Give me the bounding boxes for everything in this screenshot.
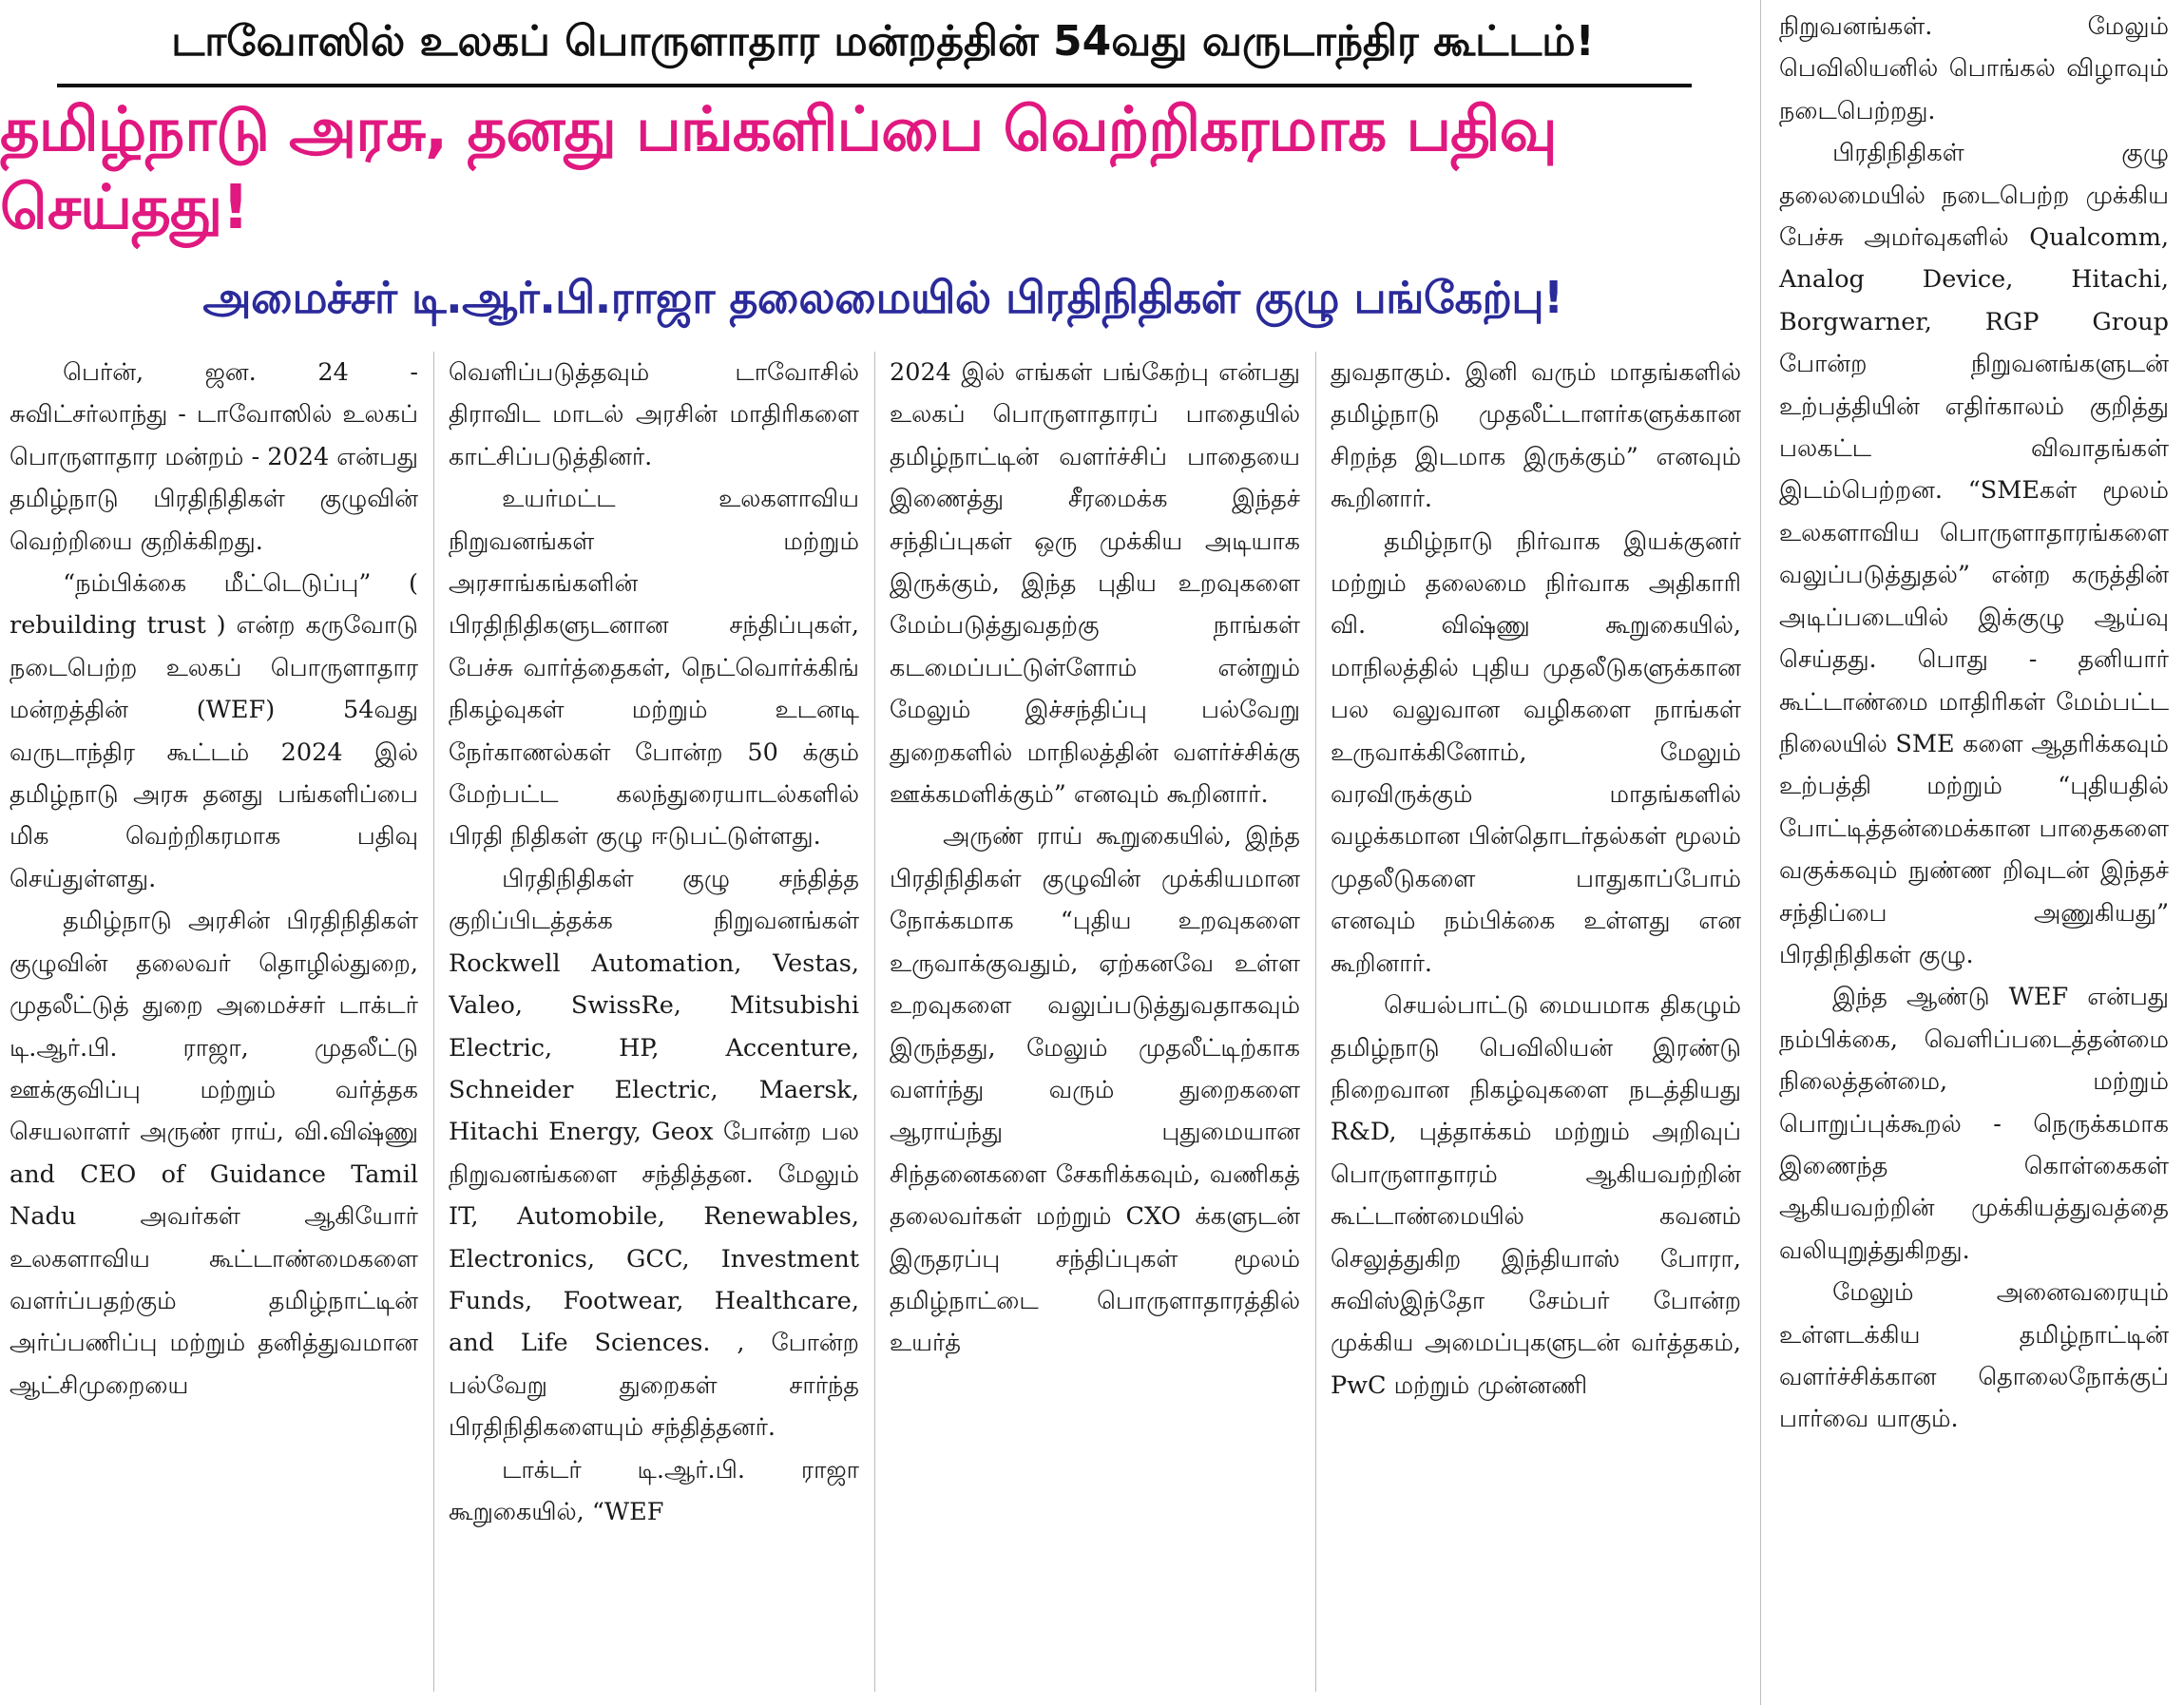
paragraph: மேலும் அனைவரையும் உள்ளடக்கிய தமிழ்நாட்டின் வளர்ச்சிக்கான தொலைநோக்குப் பார்வை யாகும். bbox=[1779, 1278, 2169, 1434]
article-column-5 bbox=[1766, 0, 2184, 1705]
article-column-3 bbox=[890, 352, 1300, 1701]
column-divider bbox=[433, 352, 434, 1692]
paragraph: அருண் ராய் கூறுகையில், இந்த பிரதிநிதிகள் குழுவின் முக்கியமான நோக்கமாக “புதிய உறவுகளை உருவாக்குவதும், ஏற்கனவே உள்ள உறவுகளை வலுப்படுத்துவதாகவும் இருந்தது, மேலும் முதலீட்டிற்காக வளர்ந்து வரும் துறைகளை ஆராய்ந்து புதுமையான சிந்தனைகளை சேகரிக்கவும், வணிகத் தலைவர்கள் மற்றும் CXO க்களுடன் இருதரப்பு சந்திப்புகள் மூலம் தமிழ்நாட்டை பொருளாதாரத்தில் உயர்த் bbox=[890, 822, 1300, 1358]
paragraph: உயர்மட்ட உலகளாவிய நிறுவனங்கள் மற்றும் அரசாங்கங்களின் பிரதிநிதிகளுடனான சந்திப்புகள், பேச்சு வார்த்தைகள், நெட்வொர்க்கிங் நிகழ்வுகள் மற்றும் உடனடி நேர்காணல்கள் போன்ற 50 க்கும் மேற்பட்ட கலந்துரையாடல்களில் பிரதி நிதிகள் குழு ஈடுபட்டுள்ளது. bbox=[449, 485, 859, 852]
article-column-1 bbox=[10, 352, 418, 1701]
paragraph: செயல்பாட்டு மையமாக திகழும் தமிழ்நாடு பெவிலியன் இரண்டு நிறைவான நிகழ்வுகளை நடத்தியது R&D, புத்தாக்கம் மற்றும் அறிவுப் பொருளாதாரம் ஆகியவற்றின் கூட்டாண்மையில் கவனம் செலுத்துகிற இந்தியாஸ் போரா, சுவிஸ்இந்தோ சேம்பர் போன்ற முக்கிய அமைப்புகளுடன் வர்த்தகம், PwC மற்றும் முன்னணி bbox=[1331, 991, 1741, 1400]
kicker-underline bbox=[57, 84, 1692, 87]
paragraph: டாக்டர் டி.ஆர்.பி. ராஜா கூறுகையில், “WEF bbox=[449, 1455, 859, 1526]
main-headline: தமிழ்நாடு அரசு, தனது பங்களிப்பை வெற்றிகரமாக பதிவு செய்தது! bbox=[0, 95, 1557, 243]
sub-headline: அமைச்சர் டி.ஆர்.பி.ராஜா தலைமையில் பிரதிநிதிகள் குழு பங்கேற்பு! bbox=[202, 271, 1563, 323]
paragraph: பெர்ன், ஜன. 24 - சுவிட்சர்லாந்து - டாவோஸில் உலகப் பொருளாதார மன்றம் - 2024 என்பது தமிழ்நாடு பிரதிநிதிகள் குழுவின் வெற்றியை குறிக்கிறது. bbox=[10, 358, 418, 556]
article-columns bbox=[0, 352, 1766, 1701]
article-column-4 bbox=[1331, 352, 1741, 1701]
kicker-headline: டாவோஸில் உலகப் பொருளாதார மன்றத்தின் 54வது வருடாந்திர கூட்டம்! bbox=[171, 16, 1595, 66]
paragraph: பிரதிநிதிகள் குழு சந்தித்த குறிப்பிடத்தக்க நிறுவனங்கள் Rockwell Automation, Vestas, Valeo, SwissRe, Mitsubishi Electric, HP, Accenture, Schneider Electric, Maersk, Hitachi Energy, Geox போன்ற பல நிறுவனங்களை சந்தித்தன. மேலும் IT, Automobile, Renewables, Electronics, GCC, Investment Funds, Footwear, Healthcare, and Life Sciences. , போன்ற பல்வேறு துறைகள் சார்ந்த பிரதிநிதிகளையும் சந்தித்தனர். bbox=[449, 864, 859, 1443]
paragraph: பிரதிநிதிகள் குழு தலைமையில் நடைபெற்ற முக்கிய பேச்சு அமர்வுகளில் Qualcomm, Analog Device, Hitachi, Borgwarner, RGP Group போன்ற நிறுவனங்களுடன் உற்பத்தியின் எதிர்காலம் குறித்து பலகட்ட விவாதங்கள் இடம்பெற்றன. “SMEகள் மூலம் உலகளாவிய பொருளாதாரங்களை வலுப்படுத்துதல்” என்ற கருத்தின் அடிப்படையில் இக்குழு ஆய்வு செய்தது. பொது - தனியார் கூட்டாண்மை மாதிரிகள் மேம்பட்ட நிலையில் SME களை ஆதரிக்கவும் உற்பத்தி மற்றும் “புதியதில் போட்டித்தன்மைக்கான பாதைகளை வகுக்கவும் நுண்ண றிவுடன் இந்தச் சந்திப்பை அணுகியது” பிரதிநிதிகள் குழு. bbox=[1779, 139, 2169, 969]
paragraph: தமிழ்நாடு அரசின் பிரதிநிதிகள் குழுவின் தலைவர் தொழில்துறை, முதலீட்டுத் துறை அமைச்சர் டாக்டர் டி.ஆர்.பி. ராஜா, முதலீட்டு ஊக்குவிப்பு மற்றும் வர்த்தக செயலாளர் அருண் ராய், வி.விஷ்ணு and CEO of Guidance Tamil Nadu அவர்கள் ஆகியோர் உலகளாவிய கூட்டாண்மைகளை வளர்ப்பதற்கும் தமிழ்நாட்டின் அர்ப்பணிப்பு மற்றும் தனித்துவமான ஆட்சிமுறையை bbox=[10, 907, 418, 1400]
paragraph: “நம்பிக்கை மீட்டெடுப்பு” ( rebuilding trust ) என்ற கருவோடு நடைபெற்ற உலகப் பொருளாதார மன்றத்தின் (WEF) 54வது வருடாந்திர கூட்டம் 2024 இல் தமிழ்நாடு அரசு தனது பங்களிப்பை மிக வெற்றிகரமாக பதிவு செய்துள்ளது. bbox=[10, 569, 418, 893]
article-column-2 bbox=[449, 352, 859, 1701]
column-divider bbox=[1315, 352, 1316, 1692]
paragraph: இந்த ஆண்டு WEF என்பது நம்பிக்கை, வெளிப்படைத்தன்மை நிலைத்தன்மை, மற்றும் பொறுப்புக்கூறல் - நெருக்கமாக இணைந்த கொள்கைகள் ஆகியவற்றின் முக்கியத்துவத்தை வலியுறுத்துகிறது. bbox=[1779, 983, 2169, 1265]
paragraph: 2024 இல் எங்கள் பங்கேற்பு என்பது உலகப் பொருளாதாரப் பாதையில் தமிழ்நாட்டின் வளர்ச்சிப் பாதையை இணைத்து சீரமைக்க இந்தச் சந்திப்புகள் ஒரு முக்கிய அடியாக இருக்கும், இந்த புதிய உறவுகளை மேம்படுத்துவதற்கு நாங்கள் கடமைப்பட்டுள்ளோம் என்றும் மேலும் இச்சந்திப்பு பல்வேறு துறைகளில் மாநிலத்தின் வளர்ச்சிக்கு ஊக்கமளிக்கும்” எனவும் கூறினார். bbox=[890, 358, 1300, 810]
paragraph: தமிழ்நாடு நிர்வாக இயக்குனர் மற்றும் தலைமை நிர்வாக அதிகாரி வி. விஷ்ணு கூறுகையில், மாநிலத்தில் புதிய முதலீடுகளுக்கான பல வலுவான வழிகளை நாங்கள் உருவாக்கினோம், மேலும் வரவிருக்கும் மாதங்களில் வழக்கமான பின்தொடர்தல்கள் மூலம் முதலீடுகளை பாதுகாப்போம் எனவும் நம்பிக்கை உள்ளது என கூறினார். bbox=[1331, 527, 1741, 978]
paragraph: நிறுவனங்கள். மேலும் பெவிலியனில் பொங்கல் விழாவும் நடைபெற்றது. bbox=[1779, 12, 2169, 125]
column-divider bbox=[1760, 0, 1761, 1705]
column-divider bbox=[874, 352, 875, 1692]
paragraph: துவதாகும். இனி வரும் மாதங்களில் தமிழ்நாடு முதலீட்டாளர்களுக்கான சிறந்த இடமாக இருக்கும்” எனவும் கூறினார். bbox=[1331, 358, 1741, 514]
paragraph: வெளிப்படுத்தவும் டாவோசில் திராவிட மாடல் அரசின் மாதிரிகளை காட்சிப்படுத்தினர். bbox=[449, 358, 859, 471]
